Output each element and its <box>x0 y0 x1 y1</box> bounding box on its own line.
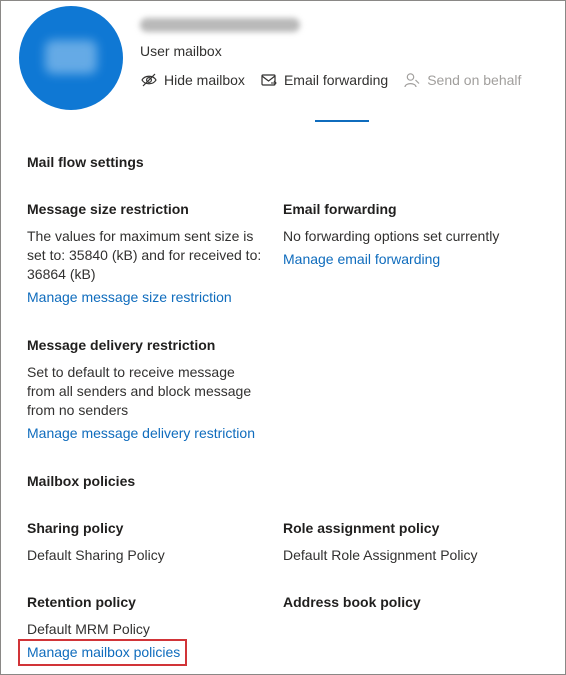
send-on-behalf-icon <box>403 71 421 89</box>
avatar <box>19 6 123 110</box>
sharing-policy-heading: Sharing policy <box>27 520 124 536</box>
active-tab-indicator <box>315 120 369 122</box>
email-forwarding-button[interactable] <box>260 71 388 89</box>
retention-policy-value: Default MRM Policy <box>27 621 150 637</box>
display-name-redacted <box>140 15 300 35</box>
role-assignment-policy-value: Default Role Assignment Policy <box>283 547 478 563</box>
message-size-restriction-text: The values for maximum sent size is set to: 35840 (kB) and for received to: 36864 (kB) <box>27 228 262 282</box>
message-delivery-restriction-heading: Message delivery restriction <box>27 337 216 353</box>
highlight-box <box>18 639 187 666</box>
role-assignment-policy-heading: Role assignment policy <box>283 520 440 536</box>
hide-mailbox-button[interactable] <box>140 71 245 89</box>
manage-email-forwarding-link[interactable]: Manage email forwarding <box>283 251 441 267</box>
manage-mailbox-policies-link[interactable]: Manage mailbox policies <box>27 644 181 660</box>
mail-flow-settings-heading: Mail flow settings <box>27 154 144 170</box>
email-forwarding-label: Email forwarding <box>283 72 389 88</box>
hide-mailbox-label: Hide mailbox <box>164 72 245 88</box>
mailbox-type: User mailbox <box>140 43 222 59</box>
hide-mailbox-icon <box>140 71 158 89</box>
sharing-policy-value: Default Sharing Policy <box>27 547 165 563</box>
manage-message-delivery-restriction-link[interactable]: Manage message delivery restriction <box>27 425 255 441</box>
manage-message-size-restriction-link[interactable]: Manage message size restriction <box>27 289 232 305</box>
send-on-behalf-button[interactable] <box>403 71 521 89</box>
message-size-restriction-heading: Message size restriction <box>27 201 189 217</box>
header-actions <box>140 70 536 90</box>
mailbox-policies-heading: Mailbox policies <box>27 473 136 489</box>
avatar-initials-redacted <box>45 40 97 74</box>
retention-policy-heading: Retention policy <box>27 594 136 610</box>
address-book-policy-heading: Address book policy <box>283 594 421 610</box>
send-on-behalf-label: Send on behalf <box>427 72 522 88</box>
email-forwarding-icon <box>260 71 278 89</box>
email-forwarding-heading: Email forwarding <box>283 201 397 217</box>
message-delivery-restriction-text: Set to default to receive message from all senders and block message from no senders <box>27 364 252 418</box>
email-forwarding-text: No forwarding options set currently <box>283 228 500 244</box>
